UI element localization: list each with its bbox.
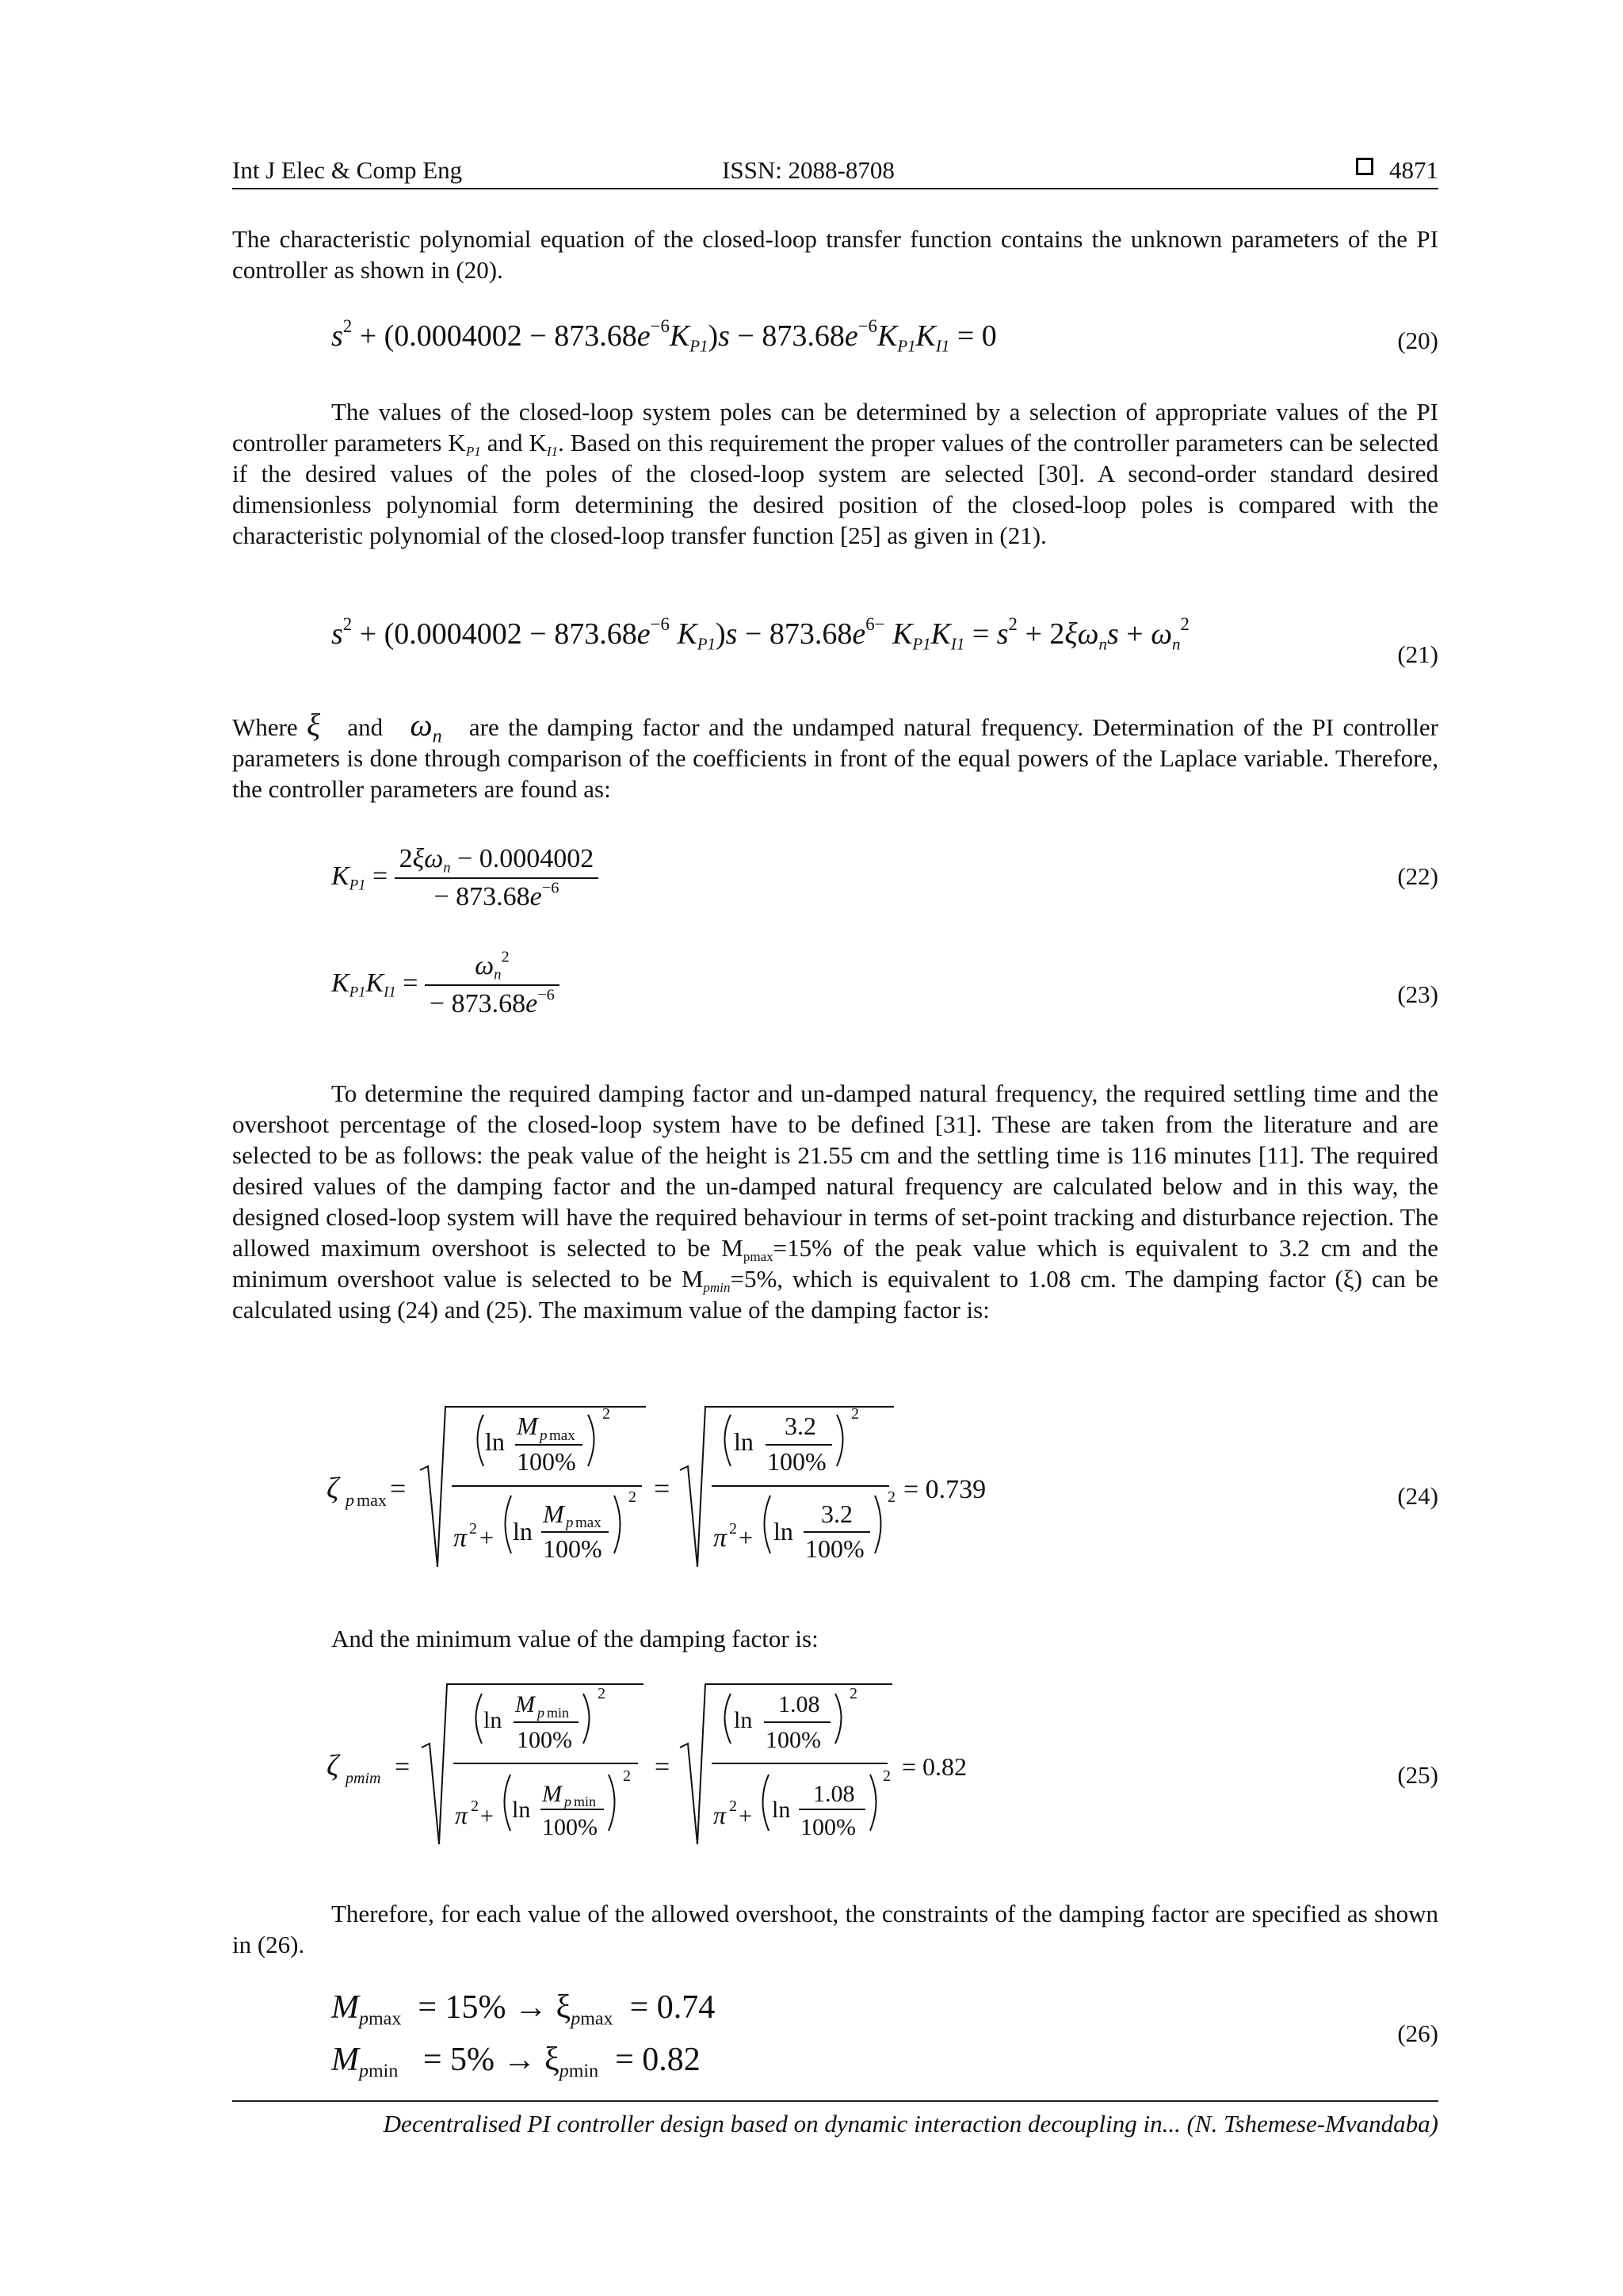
- svg-text:+: +: [479, 1523, 495, 1552]
- svg-text:min: min: [574, 1794, 597, 1809]
- paragraph-4: To determine the required damping factor and un-damped natural frequency, the required settling time and the overshoot percentage of the closed-loop system have to be defined [31]. These are taken from the literature and are selected to be as follows: the peak value of the height is 21.55 cm and the settling time is 116 minutes [11]. The required desired values of the damping factor and the un-damped natural frequency are calculated below and in this way, the designed closed-loop system will have the required behaviour in terms of set-point tracking and disturbance rejection. The allowed maximum overshoot is selected to be $M_{pmax}=15\%$ of the peak value which is equivalent to 3.2 cm and the minimum overshoot value is selected to be $M_{pmin}=5\%$, which is equivalent to 1.08 cm. The damping factor (ξ) can be calculated using (24) and (25). The maximum value of the damping factor is:: [232, 1079, 1438, 1324]
- svg-text:100%: 100%: [517, 1447, 576, 1476]
- paragraph-6: Therefore, for each value of the allowed overshoot, the constraints of the damping factor are specified as shown in (26).: [232, 1900, 1438, 1958]
- svg-text:100%: 100%: [767, 1447, 827, 1476]
- svg-text:max: max: [549, 1427, 575, 1444]
- equation-23: $K_{P1}K_{I1}$ = $\frac{\omega_n^2}{- 873.68e^{-6}}$: [331, 951, 559, 1019]
- journal-name: Int J Elec & Comp Eng: [232, 156, 463, 184]
- svg-text:2: 2: [598, 1685, 605, 1702]
- svg-text:p: p: [540, 1427, 548, 1444]
- svg-text:3.2: 3.2: [785, 1412, 816, 1440]
- equation-number-23: (23): [1397, 980, 1438, 1008]
- svg-text:ζ: ζ: [327, 1749, 339, 1782]
- svg-text:2: 2: [851, 1405, 859, 1423]
- svg-text:p: p: [346, 1490, 354, 1510]
- equation-25: [317, 1668, 1189, 1855]
- svg-text:2: 2: [729, 1797, 737, 1815]
- square-bullet-icon: [1356, 158, 1373, 175]
- svg-text:100%: 100%: [805, 1534, 865, 1563]
- equation-21: $s^2 + (0.0004002 - 873.68e^{-6}$ $K_{P1})s - 873.68e^{6-}$ $K_{P1}K_{I1} = s^2 + 2\xi\omega_ns + \omega_n^2$: [331, 613, 1190, 654]
- svg-text:ln: ln: [773, 1517, 793, 1545]
- svg-text:2: 2: [471, 1797, 479, 1815]
- paragraph-3: Where ξ and $\omega_n$ are the damping factor and the undamped natural frequency. Determination of the PI controller parameters is done through comparison of the coefficients in front of the equal powers of the Laplace variable. Therefore, the controller parameters are found as:: [232, 707, 1439, 803]
- svg-text:2: 2: [602, 1405, 610, 1423]
- paragraph-2: The values of the closed-loop system poles can be determined by a selection of appropriate values of the PI controller parameters $K_{P1}$ and $K_{I1}$. Based on this requirement the proper values of the controller parameters can be selected if the desired values of the poles of the closed-loop system are selected [30]. A second-order standard desired dimensionless polynomial form determining the desired position of the closed-loop poles is compared with the characteristic polynomial of the closed-loop transfer function [25] as given in (21).: [232, 398, 1439, 549]
- svg-text:M: M: [515, 1691, 535, 1717]
- svg-text:ln: ln: [772, 1797, 791, 1823]
- equation-24: [317, 1391, 1189, 1577]
- svg-text:=: =: [395, 1752, 411, 1782]
- svg-text:p: p: [537, 1705, 544, 1721]
- svg-text:100%: 100%: [800, 1814, 856, 1840]
- svg-text:π: π: [453, 1523, 468, 1553]
- svg-text:pmim: pmim: [346, 1770, 381, 1787]
- svg-text:p: p: [566, 1515, 574, 1531]
- svg-text:2: 2: [888, 1488, 896, 1506]
- equation-number-25: (25): [1397, 1761, 1438, 1789]
- svg-text:π: π: [713, 1523, 727, 1553]
- svg-text:2: 2: [729, 1520, 737, 1538]
- svg-text:100%: 100%: [766, 1727, 821, 1753]
- equation-22: $K_{P1}$ = $\frac{2\xi\omega_n - 0.0004002}{- 873.68e^{-6}}$: [331, 844, 598, 912]
- svg-text:=: =: [655, 1752, 670, 1782]
- svg-text:2: 2: [883, 1767, 891, 1785]
- svg-text:+: +: [739, 1523, 754, 1552]
- svg-text:ln: ln: [512, 1797, 531, 1823]
- svg-text:ln: ln: [483, 1707, 502, 1733]
- eq24-result: = 0.739: [903, 1475, 987, 1504]
- eq25-result: = 0.82: [902, 1752, 968, 1781]
- svg-text:1.08: 1.08: [813, 1781, 855, 1807]
- svg-text:ln: ln: [513, 1517, 533, 1545]
- svg-text:2: 2: [623, 1767, 631, 1785]
- svg-text:M: M: [542, 1781, 562, 1807]
- equation-26: [331, 1981, 715, 2086]
- svg-text:π: π: [455, 1801, 468, 1829]
- equation-20: $s^2 + (0.0004002 - 873.68e^{-6}K_{P1})s - 873.68e^{-6}K_{P1}K_{I1} = 0$: [331, 315, 997, 356]
- svg-text:3.2: 3.2: [821, 1499, 853, 1528]
- svg-text:min: min: [547, 1705, 570, 1721]
- svg-text:2: 2: [850, 1685, 857, 1702]
- svg-text:M: M: [517, 1412, 538, 1440]
- footer-text: Decentralised PI controller design based on dynamic interaction decoupling in... (N. Tshemese-Mvandaba): [383, 2110, 1438, 2137]
- svg-text:max: max: [575, 1515, 601, 1531]
- svg-text:=: =: [390, 1473, 407, 1504]
- running-header: [232, 153, 1438, 189]
- svg-text:2: 2: [628, 1488, 636, 1506]
- equation-number-21: (21): [1397, 640, 1438, 668]
- svg-text:+: +: [739, 1803, 752, 1829]
- eq26-line-1: $M_{pmax} = 15\% \to \xi_{pmax} = 0.74$: [331, 1989, 716, 2030]
- svg-text:max: max: [357, 1490, 387, 1510]
- svg-text:ln: ln: [485, 1427, 505, 1456]
- svg-text:100%: 100%: [543, 1534, 602, 1563]
- svg-text:π: π: [713, 1801, 727, 1829]
- equation-number-20: (20): [1397, 327, 1438, 354]
- equation-number-24: (24): [1397, 1482, 1438, 1510]
- svg-text:=: =: [654, 1473, 670, 1504]
- paragraph-1: The characteristic polynomial equation of the closed-loop transfer function contains the unknown parameters of the PI controller as shown in (20).: [232, 225, 1438, 284]
- svg-text:100%: 100%: [542, 1814, 598, 1840]
- paragraph-5: And the minimum value of the damping factor is:: [331, 1625, 819, 1652]
- svg-text:p: p: [564, 1794, 571, 1809]
- eq26-line-2: $M_{pmin}$ = $5\% \to \xi_{pmin} = 0.82$: [331, 2042, 701, 2082]
- running-footer: [232, 2100, 1438, 2138]
- svg-text:ζ: ζ: [327, 1472, 339, 1505]
- issn: ISSN: 2088-8708: [722, 156, 895, 184]
- svg-text:100%: 100%: [517, 1727, 572, 1753]
- svg-text:ln: ln: [734, 1427, 754, 1456]
- equation-number-26: (26): [1397, 2019, 1438, 2047]
- svg-text:2: 2: [469, 1520, 477, 1538]
- equation-number-22: (22): [1397, 862, 1438, 890]
- svg-text:1.08: 1.08: [778, 1691, 820, 1717]
- svg-text:+: +: [480, 1803, 494, 1829]
- svg-text:M: M: [543, 1499, 564, 1528]
- svg-text:ln: ln: [734, 1707, 753, 1733]
- page-number: 4871: [1389, 156, 1438, 184]
